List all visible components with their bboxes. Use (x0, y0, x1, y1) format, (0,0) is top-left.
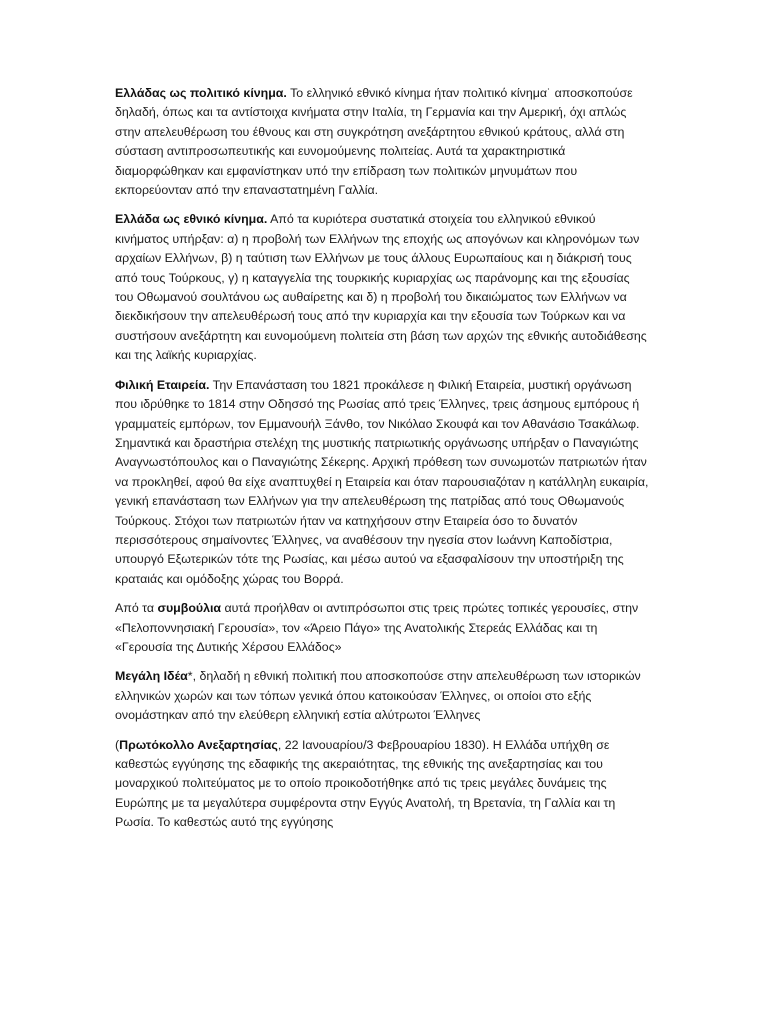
paragraph-text: αυτά προήλθαν οι αντιπρόσωποι στις τρεις πρώτες τοπικές γερουσίες, στην «Πελοποννησιακή Γερουσία», τον «Άρειο Πάγο» της Ανατολικής Στερεάς Ελλάδας και τη «Γερουσία της Δυτικής Χέρσου Ελλάδος» (115, 601, 639, 654)
paragraph-filiki-etaireia (115, 376, 649, 589)
paragraph-heading: Ελλάδας ως πολιτικό κίνημα. (115, 86, 287, 100)
paragraph-councils (115, 599, 649, 657)
paragraph-text: Το ελληνικό εθνικό κίνημα ήταν πολιτικό κίνημα˙ αποσκοπούσε δηλαδή, όπως και τα αντίστοιχα κινήματα στην Ιταλία, τη Γερμανία και την Αμερική, όχι απλώς στην απελευθέρωση του έθνους και στη συγκρότηση ανεξάρτητου εθνικού κράτους, αλλά στη σύσταση αντιπροσωπευτικής και ευνομούμενης πολιτείας. Αυτά τα χαρακτηριστικά διαμορφώθηκαν και εμφανίστηκαν υπό την επίδραση των πολιτικών μηνυμάτων που εκπορεύονταν από την επαναστατημένη Γαλλία. (115, 86, 633, 198)
paragraph-heading: Φιλική Εταιρεία. (115, 377, 210, 392)
paragraph-prefix: Από τα (115, 601, 158, 616)
paragraph-heading: Πρωτόκολλο Ανεξαρτησίας (119, 737, 278, 752)
paragraph-heading: Μεγάλη Ιδέα (115, 669, 188, 684)
document-body (115, 84, 649, 843)
paragraph-independence-protocol (115, 736, 649, 833)
paragraph-text: Από τα κυριότερα συστατικά στοιχεία του ελληνικού εθνικού κινήματος υπήρξαν: α) η προβολή των Ελλήνων της εποχής ως απογόνων και κληρονόμων των αρχαίων Ελλήνων, β) η ταύτιση των Ελλήνων με τους άλλους Ευρωπαίους και η διάκρισή τους από τους Τούρκους, γ) η καταγγελία της τουρκικής κυριαρχίας ως παράνομης και της εξουσίας του Οθωμανού σουλτάνου ως αυθαίρετης και δ) η προβολή του δικαιώματος των Ελλήνων να διεκδικήσουν την απελευθέρωσή τους από την κυριαρχία και την εξουσία των Τούρκων και να συστήσουν ανεξάρτητη και ευνομούμενη πολιτεία στη βάση των αρχών της εθνικής αυτοδιάθεσης και της λαϊκής κυριαρχίας. (115, 212, 647, 363)
paragraph-text: *, δηλαδή η εθνική πολιτική που αποσκοπούσε στην απελευθέρωση των ιστορικών ελληνικών χωρών και των τόπων γενικά όπου κατοικούσαν Έλληνες, οι οποίοι στο εξής ονομάστηκαν από την ελεύθερη ελληνική εστία αλύτρωτοι Έλληνες (115, 669, 641, 723)
paragraph-text: Την Επανάσταση του 1821 προκάλεσε η Φιλική Εταιρεία, μυστική οργάνωση που ιδρύθηκε το 1814 στην Οδησσό της Ρωσίας από τρεις Έλληνες, τρεις άσημους εμπόρους ή γραμματείς εμπόρων, τον Εμμανουήλ Ξάνθο, τον Νικόλαο Σκουφά και τον Αθανάσιο Τσακάλωφ. Σημαντικά και δραστήρια στελέχη της μυστικής πατριωτικής οργάνωσης υπήρξαν ο Παναγιώτης Αναγνωστόπουλος και ο Παναγιώτης Σέκερης. Αρχική πρόθεση των συνωμοτών πατριωτών ήταν να προκληθεί, αφού θα είχε αναπτυχθεί η Εταιρεία και όταν παρουσιαζόταν η κατάλληλη ευκαιρία, γενική επανάσταση των Ελλήνων για την απελευθέρωση της πατρίδας από τους Οθωμανούς Τούρκους. Στόχοι των πατριωτών ήταν να κατηχήσουν στην Εταιρεία όσο το δυνατόν περισσότερους σημαίνοντες Έλληνες, να αναθέσουν την ηγεσία στον Ιωάννη Καποδίστρια, υπουργό Εξωτερικών τότε της Ρωσίας, και μέσω αυτού να εξασφαλίσουν την υποστήριξη της κραταιάς και ομόδοξης χώρας του Βορρά. (115, 377, 649, 586)
paragraph-prefix: ( (115, 737, 120, 752)
paragraph-heading: συμβούλια (157, 601, 222, 616)
paragraph-national-movement (115, 210, 649, 365)
paragraph-text: , 22 Ιανουαρίου/3 Φεβρουαρίου 1830). Η Ελλάδα υπήχθη σε καθεστώς εγγύησης της εδαφικής της ακεραιότητας, της εθνικής της ανεξαρτησίας και του μοναρχικού πολιτεύματος με το οποίο προικοδοτήθηκε από τις τρεις μεγάλες δυνάμεις της Ευρώπης με τα μεγαλύτερα συμφέροντα στην Εγγύς Ανατολή, τη Βρετανία, τη Γαλλία και τη Ρωσία. Το καθεστώς αυτό της εγγύησης (115, 737, 616, 830)
paragraph-heading: Ελλάδα ως εθνικό κίνημα. (115, 212, 268, 227)
paragraph-political-movement (115, 84, 649, 200)
paragraph-megali-idea (115, 667, 649, 725)
